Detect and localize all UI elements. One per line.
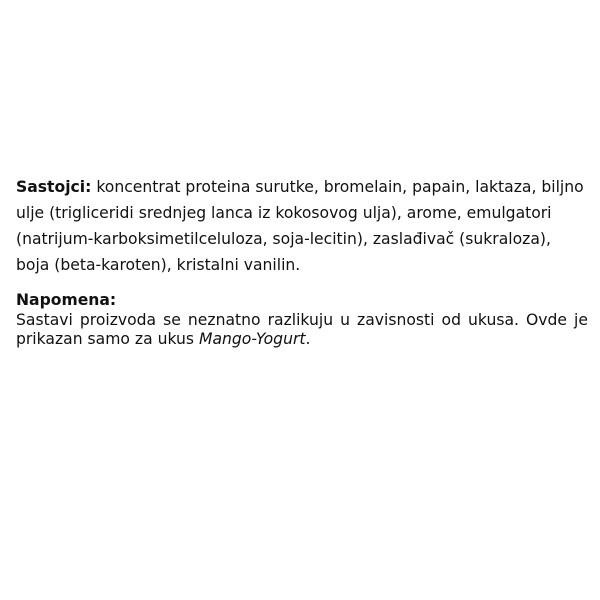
note-end: .	[305, 330, 311, 348]
ingredients-text: koncentrat proteina surutke, bromelain, papain, laktaza, biljno ulje (trigliceridi srednjeg lanca iz kokosovog ulja), arome, emulgatori (natrijum-karboksimetilceluloza, soja-lecitin), zaslađivač (sukraloza), boja (beta-karoten), kristalni vanilin.	[16, 178, 584, 274]
note-title: Napomena:	[16, 291, 117, 309]
note-flavor: Mango-Yogurt	[199, 330, 306, 348]
ingredients-paragraph	[16, 174, 588, 278]
note-body	[16, 311, 588, 350]
note-body-text: Sastavi proizvoda se neznatno razlikuju u zavisnosti od ukusa. Ovde je prikazan samo za ukus	[16, 310, 588, 348]
ingredients-label: Sastojci:	[16, 178, 92, 196]
note-section	[16, 291, 588, 350]
